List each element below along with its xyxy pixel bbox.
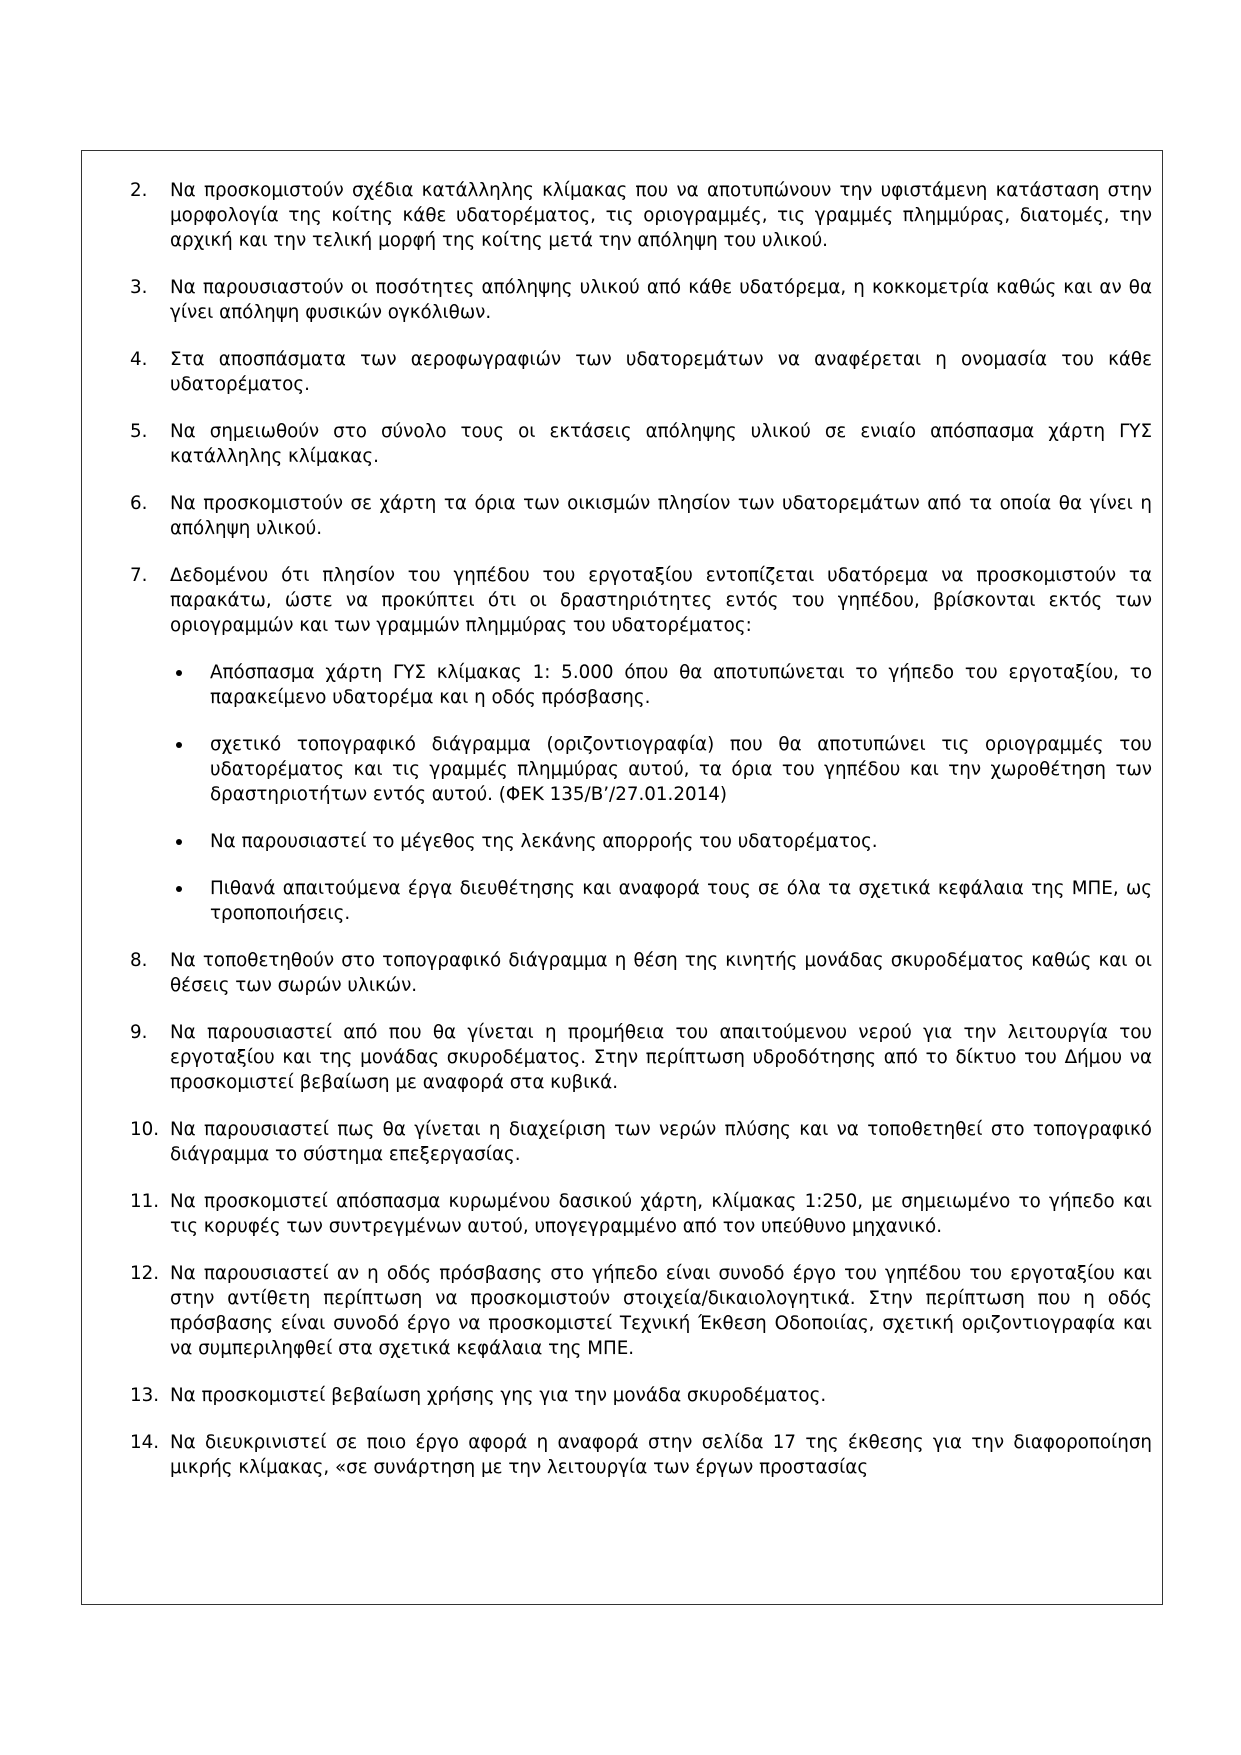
list-item <box>130 491 1152 541</box>
item-number: 5. <box>130 421 148 442</box>
list-item <box>130 563 1152 926</box>
bullet-icon <box>176 839 182 845</box>
item-text: Δεδομένου ότι πλησίον του γηπέδου του εργοταξίου εντοπίζεται υδατόρεμα να προσκομιστούν τα παρακάτω, ώστε να προκύπτει ότι οι δραστηριότητες εντός του γηπέδου, βρίσκονται εκτός των οριογραμμών και των γραμμών πλημμύρας του υδατορέματος: <box>170 565 1152 636</box>
item-text: Να προσκομιστεί απόσπασμα κυρωμένου δασικού χάρτη, κλίμακας 1:250, με σημειωμένο το γήπεδο και τις κορυφές των συντρεγμένων αυτού, υπογεγραμμένο από τον υπεύθυνο μηχανικό. <box>170 1191 1152 1237</box>
item-number: 2. <box>130 180 148 201</box>
bullet-icon <box>176 886 182 892</box>
bullet-icon <box>176 742 182 748</box>
list-item <box>130 948 1152 998</box>
item-number: 3. <box>130 277 148 298</box>
bullet-list <box>170 660 1152 926</box>
list-item <box>130 1117 1152 1167</box>
list-item <box>130 1261 1152 1361</box>
bullet-text: Απόσπασμα χάρτη ΓΥΣ κλίμακας 1: 5.000 όπου θα αποτυπώνεται το γήπεδο του εργοταξίου, το παρακείμενο υδατορέμα και η οδός πρόσβασης. <box>210 662 1152 708</box>
item-number: 11. <box>130 1191 160 1212</box>
item-number: 4. <box>130 349 148 370</box>
bullet-item <box>170 829 1152 854</box>
item-number: 8. <box>130 950 148 971</box>
bullet-text: Να παρουσιαστεί το μέγεθος της λεκάνης απορροής του υδατορέματος. <box>210 831 878 852</box>
item-text: Να παρουσιαστεί πως θα γίνεται η διαχείριση των νερών πλύσης και να τοποθετηθεί στο τοπογραφικό διάγραμμα το σύστημα επεξεργασίας. <box>170 1119 1152 1165</box>
item-text: Να προσκομιστούν σχέδια κατάλληλης κλίμακας που να αποτυπώνουν την υφιστάμενη κατάσταση στην μορφολογία της κοίτης κάθε υδατορέματος, τις οριογραμμές, τις γραμμές πλημμύρας, διατομές, την αρχική και την τελική μορφή της κοίτης μετά την απόληψη του υλικού. <box>170 180 1152 251</box>
bullet-text: σχετικό τοπογραφικό διάγραμμα (οριζοντιογραφία) που θα αποτυπώνει τις οριογραμμές του υδατορέματος και τις γραμμές πλημμύρας αυτού, τα όρια του γηπέδου και την χωροθέτηση των δραστηριοτήτων εντός αυτού. (ΦΕΚ 135/Β’/27.01.2014) <box>210 734 1152 805</box>
item-number: 9. <box>130 1022 148 1043</box>
list-item <box>130 178 1152 253</box>
list-item <box>130 1383 1152 1408</box>
item-text: Να παρουσιαστεί από που θα γίνεται η προμήθεια του απαιτούμενου νερού για την λειτουργία του εργοταξίου και της μονάδας σκυροδέματος. Στην περίπτωση υδροδότησης από το δίκτυο του Δήμου να προσκομιστεί βεβαίωση με αναφορά στα κυβικά. <box>170 1022 1152 1093</box>
item-text: Στα αποσπάσματα των αεροφωγραφιών των υδατορεμάτων να αναφέρεται η ονομασία του κάθε υδατορέματος. <box>170 349 1152 395</box>
list-item <box>130 419 1152 469</box>
bullet-item <box>170 732 1152 807</box>
list-item <box>130 275 1152 325</box>
item-number: 6. <box>130 493 148 514</box>
item-number: 7. <box>130 565 148 586</box>
item-text: Να σημειωθούν στο σύνολο τους οι εκτάσεις απόληψης υλικού σε ενιαίο απόσπασμα χάρτη ΓΥΣ κατάλληλης κλίμακας. <box>170 421 1152 467</box>
list-item <box>130 1020 1152 1095</box>
item-text: Να τοποθετηθούν στο τοπογραφικό διάγραμμα η θέση της κινητής μονάδας σκυροδέματος καθώς και οι θέσεις των σωρών υλικών. <box>170 950 1152 996</box>
item-text: Να παρουσιαστούν οι ποσότητες απόληψης υλικού από κάθε υδατόρεμα, η κοκκομετρία καθώς και αν θα γίνει απόληψη φυσικών ογκόλιθων. <box>170 277 1152 323</box>
bullet-item <box>170 876 1152 926</box>
bullet-icon <box>176 670 182 676</box>
item-text: Να παρουσιαστεί αν η οδός πρόσβασης στο γήπεδο είναι συνοδό έργο του γηπέδου του εργοταξίου και στην αντίθετη περίπτωση να προσκομιστούν στοιχεία/δικαιολογητικά. Στην περίπτωση που η οδός πρόσβασης είναι συνοδό έργο να προσκομιστεί Τεχνική Έκθεση Οδοποιίας, σχετική οριζοντιογραφία και να συμπεριληφθεί στα σχετικά κεφάλαια της ΜΠΕ. <box>170 1263 1152 1359</box>
list-item <box>130 1430 1152 1480</box>
document-frame <box>81 150 1163 1605</box>
bullet-item <box>170 660 1152 710</box>
list-item <box>130 1189 1152 1239</box>
list-item <box>130 347 1152 397</box>
bullet-text: Πιθανά απαιτούμενα έργα διευθέτησης και αναφορά τους σε όλα τα σχετικά κεφάλαια της ΜΠΕ, ως τροποποιήσεις. <box>210 878 1152 924</box>
requirements-list <box>130 178 1152 1480</box>
item-number: 12. <box>130 1263 160 1284</box>
item-number: 13. <box>130 1385 160 1406</box>
item-number: 14. <box>130 1432 160 1453</box>
item-text: Να διευκρινιστεί σε ποιο έργο αφορά η αναφορά στην σελίδα 17 της έκθεσης για την διαφοροποίηση μικρής κλίμακας, «σε συνάρτηση με την λειτουργία των έργων προστασίας <box>170 1432 1152 1478</box>
item-text: Να προσκομιστεί βεβαίωση χρήσης γης για την μονάδα σκυροδέματος. <box>170 1385 827 1406</box>
document-content <box>130 178 1152 1502</box>
item-text: Να προσκομιστούν σε χάρτη τα όρια των οικισμών πλησίον των υδατορεμάτων από τα οποία θα γίνει η απόληψη υλικού. <box>170 493 1152 539</box>
item-number: 10. <box>130 1119 160 1140</box>
